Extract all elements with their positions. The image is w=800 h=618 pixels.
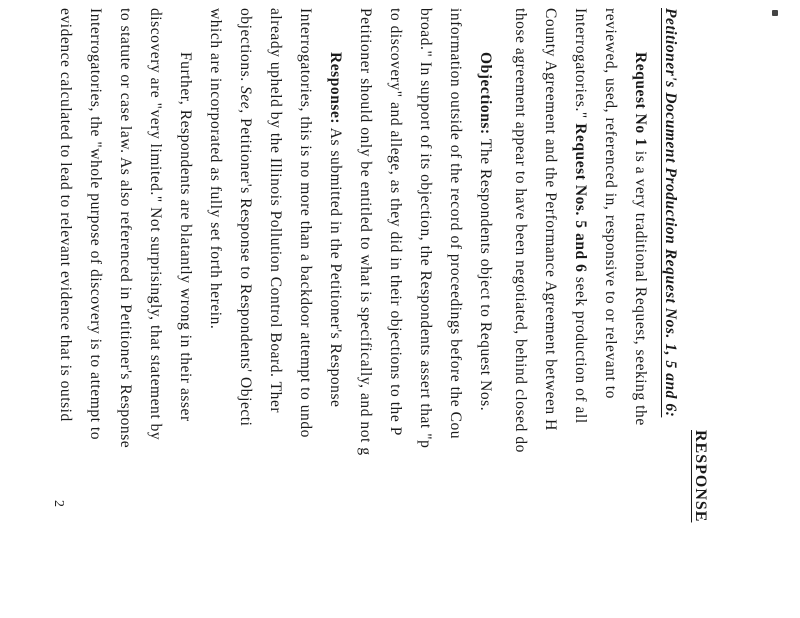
text-run: already upheld by the Illinois Pollution Control Board. Ther [267,8,284,414]
subheading: Petitioner's Document Production Request Nos. 1, 5 and 6: [662,8,679,418]
paragraph-4-line [145,8,165,440]
paragraph-4-line [55,8,75,422]
paragraph-1-line [540,8,560,431]
paragraph-1-line [570,8,590,424]
text-run: As submitted in the Petitioner's Response [327,124,344,408]
paragraph-4-line [115,8,135,448]
text-run: Further, Respondents are blatantly wrong in their asser [177,52,194,422]
paragraph-3-line [265,8,285,413]
paragraph-1-line [630,52,650,426]
paragraph-3-line [325,52,345,407]
text-run: Response: [327,52,344,125]
paragraph-4-line [85,8,105,440]
text-run: Request Nos. 5 and 6 [572,123,589,273]
text-run: which are incorporated as fully set forth herein. [207,8,224,330]
text-run: Objections: [477,52,494,135]
text-run: Interrogatories, the "whole purpose of discovery is to attempt to [87,8,104,441]
text-run: Interrogatories, this is no more than a backdoor attempt to undo [297,8,314,438]
text-run: Interrogatories." [572,8,589,124]
text-run: seek production of all [572,272,589,424]
paragraph-2-line [415,8,435,448]
text-run: to discovery" and allege, as they did in their objections to the P [387,8,404,436]
text-run: discovery are "very limited." Not surprisingly, that statement by [147,8,164,441]
paragraph-2-line [385,8,405,436]
page-number: 2 [51,500,66,507]
text-run: broad." In support of its objection, the Respondents assert that "p [417,8,434,449]
text-run: objections. [237,8,254,87]
text-run: Request No 1 [632,52,649,147]
paragraph-3-line [205,8,225,329]
text-run: County Agreement and the Performance Agreement between H [542,8,559,431]
text-run: evidence calculated to lead to relevant evidence that is outsid [57,8,74,422]
text-run: to statute or case law. As also referenced in Petitioner's Response [117,8,134,449]
text-run: reviewed, used, referenced in, responsive to or relevant to [602,8,619,399]
paragraph-2-line [355,8,375,456]
paragraph-2-line [445,8,465,439]
paragraph-3-line [295,8,315,438]
paragraph-1-line [510,8,530,453]
scan-mark [772,10,778,16]
paragraph-3-line [235,8,255,427]
text-run: Petitioner's Response to Respondents' Objecti [237,113,254,427]
paragraph-1-line [600,8,620,399]
text-run: The Respondents object to Request Nos. [477,134,494,412]
text-run: is a very traditional Request, seeking the [632,146,649,426]
text-run: those agreement appear to have been negotiated, behind closed do [512,8,529,453]
paragraph-2-line [475,52,495,411]
paragraph-4-line [175,52,195,422]
text-run: information outside of the record of proceedings before the Cou [447,8,464,440]
section-heading: RESPONSE [692,430,709,523]
text-run: See, [237,86,254,114]
text-run: Petitioner should only be entitled to what is specifically, and not g [357,8,374,456]
